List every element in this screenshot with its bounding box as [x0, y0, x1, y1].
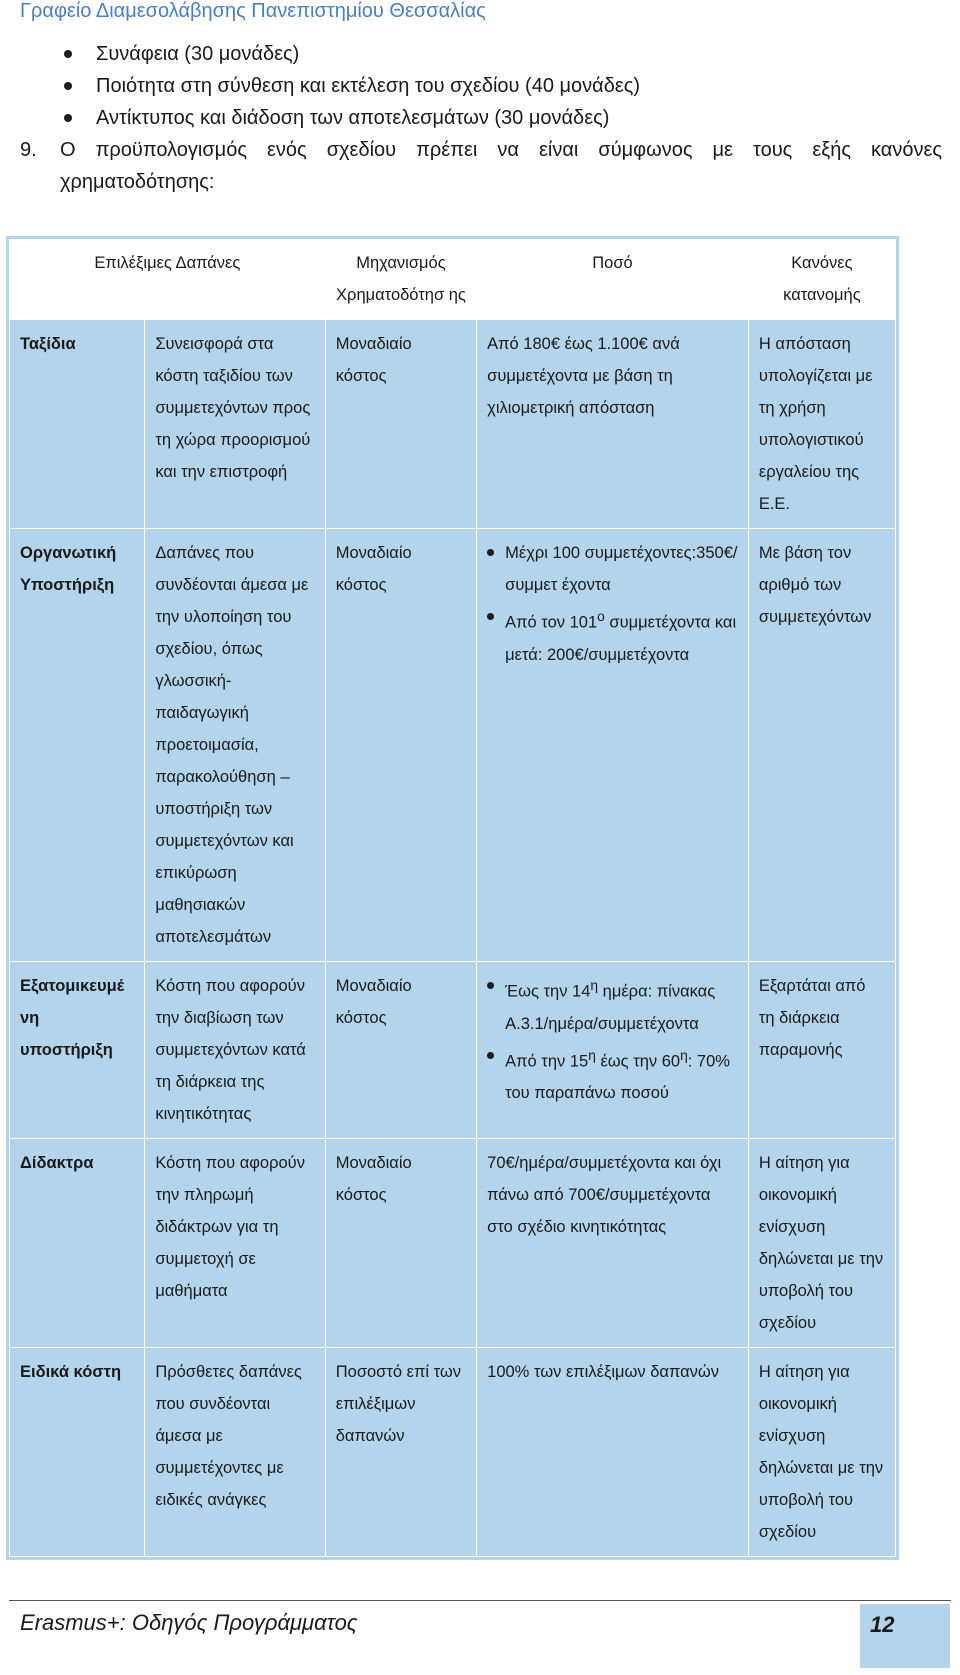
allocation-rule: Η αίτηση για οικονομική ενίσχυση δηλώνεται με την υποβολή του σχεδίου [748, 1348, 895, 1557]
list-item: Από τον $101^o$ συμμετέχοντα και μετά: 200€/συμμετέχοντα [487, 601, 738, 671]
list-item: Έως την $14^\eta$ ημέρα: πίνακας Α.3.1/ημέρα/συμμετέχοντα [487, 970, 738, 1040]
criteria-bullet-list [0, 38, 960, 134]
cost-description: Κόστη που αφορούν την διαβίωση των συμμετεχόντων κατά τη διάρκεια της κινητικότητας [145, 962, 325, 1139]
amount: 100% των επιλέξιμων δαπανών [477, 1348, 749, 1557]
bullet-icon [64, 50, 72, 58]
allocation-rule: Η απόσταση υπολογίζεται με τη χρήση υπολογιστικού εργαλείου της Ε.Ε. [748, 320, 895, 529]
amount [477, 962, 749, 1139]
bullet-icon [64, 82, 72, 90]
table-header-row [10, 239, 896, 320]
amount: Από 180€ έως 1.100€ ανά συμμετέχοντα με βάση τη χιλιομετρική απόσταση [477, 320, 749, 529]
cost-category: Ειδικά κόστη [10, 1348, 145, 1557]
amount [477, 529, 749, 962]
table-row [10, 1348, 896, 1557]
list-item [0, 70, 960, 102]
list-item [0, 102, 960, 134]
list-item: Μέχρι 100 συμμετέχοντες:350€/συμμετ έχοντα [487, 537, 738, 601]
numbered-paragraph-9 [20, 134, 942, 198]
funding-mechanism: Μοναδιαίο κόστος [325, 320, 476, 529]
cost-category: Δίδακτρα [10, 1139, 145, 1348]
cost-category: Ταξίδια [10, 320, 145, 529]
funding-rules-table [9, 239, 896, 1557]
list-item: Από την $15^\eta$ έως την $60^\eta$: 70% του παραπάνω ποσού [487, 1040, 738, 1110]
table-row [10, 1139, 896, 1348]
allocation-rule: Με βάση τον αριθμό των συμμετεχόντων [748, 529, 895, 962]
funding-mechanism: Μοναδιαίο κόστος [325, 962, 476, 1139]
funding-mechanism: Ποσοστό επί των επιλέξιμων δαπανών [325, 1348, 476, 1557]
page-header-title: Γραφείο Διαμεσολάβησης Πανεπιστημίου Θεσσαλίας [20, 0, 486, 22]
page-number: 12 [870, 1612, 895, 1637]
footer-title: Erasmus+: Οδηγός Προγράμματος [20, 1610, 358, 1635]
header-amount: Ποσό [477, 239, 749, 320]
header-allocation-rules: Κανόνες κατανομής [748, 239, 895, 320]
header-eligible-costs: Επιλέξιμες Δαπάνες [10, 239, 326, 320]
funding-mechanism: Μοναδιαίο κόστος [325, 1139, 476, 1348]
amount: 70€/ημέρα/συμμετέχοντα και όχι πάνω από 700€/συμμετέχοντα στο σχέδιο κινητικότητας [477, 1139, 749, 1348]
allocation-rule: Εξαρτάται από τη διάρκεια παραμονής [748, 962, 895, 1139]
bullet-text: Αντίκτυπος και διάδοση των αποτελεσμάτων (30 μονάδες) [96, 107, 610, 129]
amount-bullet-list [487, 537, 738, 671]
table-row [10, 962, 896, 1139]
paragraph-number: 9. [20, 139, 37, 161]
cost-description: Δαπάνες που συνδέονται άμεσα με την υλοποίηση του σχεδίου, όπως γλωσσική-παιδαγωγική προετοιμασία, παρακολούθηση – υποστήριξη των συμμετεχόντων και επικύρωση μαθησιακών αποτελεσμάτων [145, 529, 325, 962]
footer-divider [9, 1600, 951, 1601]
bullet-text: Ποιότητα στη σύνθεση και εκτέλεση του σχεδίου (40 μονάδες) [96, 75, 641, 97]
bullet-text: Συνάφεια (30 μονάδες) [96, 43, 300, 65]
bullet-icon [64, 114, 72, 122]
cost-description: Συνεισφορά στα κόστη ταξιδίου των συμμετεχόντων προς τη χώρα προορισμού και την επιστροφή [145, 320, 325, 529]
table-row [10, 320, 896, 529]
cost-category: Οργανωτική Υποστήριξη [10, 529, 145, 962]
cost-description: Πρόσθετες δαπάνες που συνδέονται άμεσα με συμμετέχοντες με ειδικές ανάγκες [145, 1348, 325, 1557]
amount-bullet-list [487, 970, 738, 1109]
table-row [10, 529, 896, 962]
list-item [0, 38, 960, 70]
funding-mechanism: Μοναδιαίο κόστος [325, 529, 476, 962]
allocation-rule: Η αίτηση για οικονομική ενίσχυση δηλώνεται με την υποβολή του σχεδίου [748, 1139, 895, 1348]
cost-description: Κόστη που αφορούν την πληρωμή διδάκτρων για τη συμμετοχή σε μαθήματα [145, 1139, 325, 1348]
cost-category: Εξατομικευμέ νη υποστήριξη [10, 962, 145, 1139]
paragraph-text: Ο προϋπολογισμός ενός σχεδίου πρέπει να είναι σύμφωνος με τους εξής κανόνες χρηματοδότησης: [60, 139, 942, 193]
header-funding-mechanism: Μηχανισμός Χρηματοδότησ ης [325, 239, 476, 320]
